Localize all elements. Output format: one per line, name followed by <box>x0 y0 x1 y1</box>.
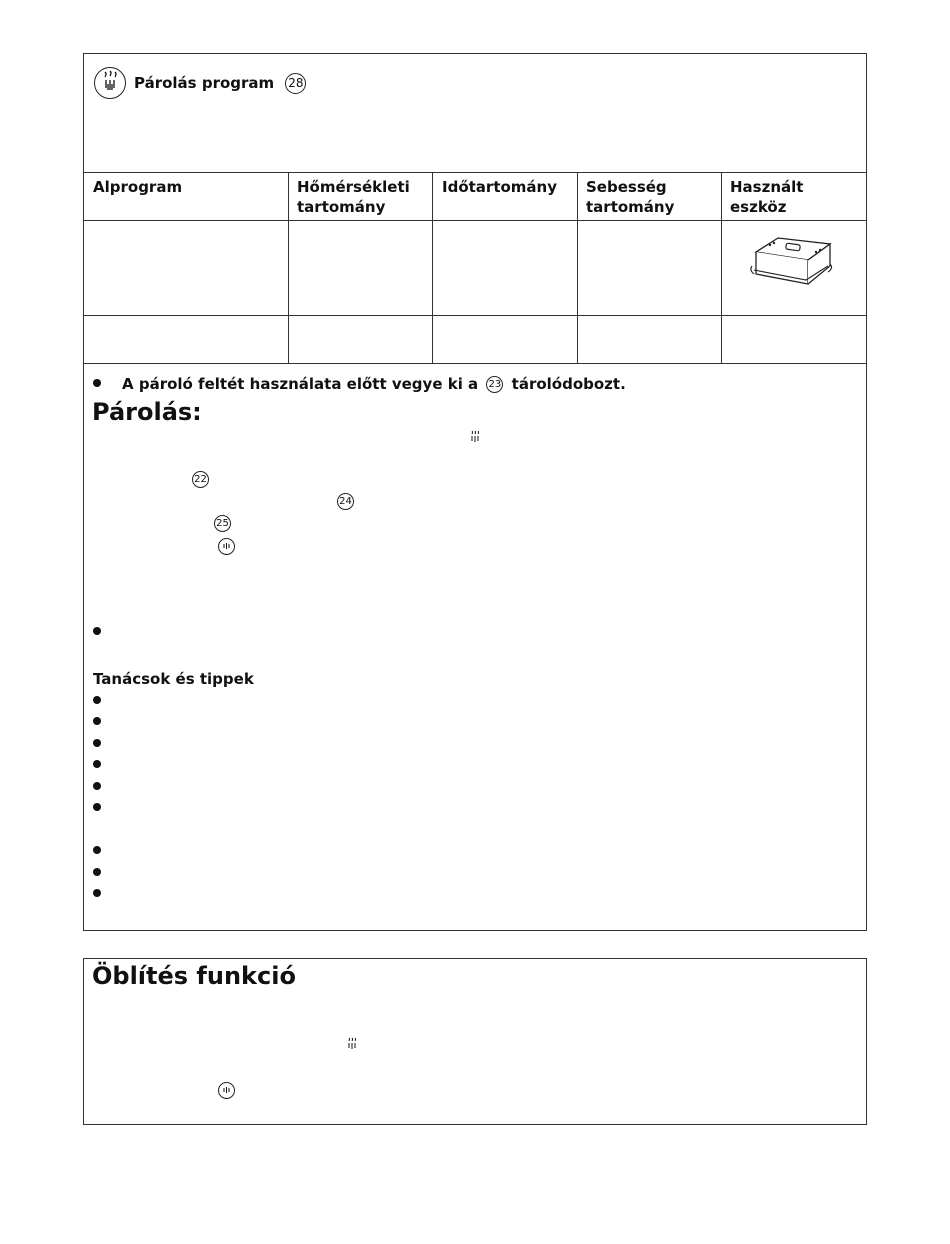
note-text-before: A pároló feltét használata előtt vegye ki a <box>122 375 479 393</box>
tip-bullet <box>93 696 101 704</box>
steamer-basket-image <box>748 230 838 300</box>
tip-bullet <box>93 782 101 790</box>
tips-heading: Tanácsok és tippek <box>93 670 254 688</box>
table-col-divider-1 <box>288 172 289 363</box>
oblites-heading: Öblítés funkció <box>92 962 296 990</box>
tip-bullet <box>93 803 101 811</box>
steam-icon <box>94 67 126 99</box>
table-top-line <box>83 172 867 173</box>
parolas-heading: Párolás: <box>92 398 202 426</box>
table-row1-bottom-line <box>83 315 867 316</box>
program-title-text: Párolás program <box>134 74 275 92</box>
note-bullet <box>93 379 101 387</box>
tip-bullet <box>93 760 101 768</box>
col-header-idotartomany: Időtartomány <box>442 178 557 196</box>
tip-bullet <box>93 739 101 747</box>
table-row2-bottom-line <box>83 363 867 364</box>
col-header-homerseklet: Hőmérsékleti tartomány <box>297 178 410 216</box>
tip-bullet <box>93 868 101 876</box>
tip-bullet <box>93 717 101 725</box>
steam-icon <box>345 1037 359 1051</box>
ref-badge-25: 25 <box>214 515 231 532</box>
tip-bullet <box>93 889 101 897</box>
steam-button-icon <box>218 538 235 555</box>
tip-bullet <box>93 846 101 854</box>
note-text-after: tárolódobozt. <box>511 375 626 393</box>
steam-button-icon <box>218 1082 235 1099</box>
table-col-divider-3 <box>577 172 578 363</box>
program-ref-badge: 28 <box>285 73 306 94</box>
col-header-eszkoz: Használt eszköz <box>730 178 804 216</box>
steam-icon <box>468 430 482 444</box>
note-ref-badge: 23 <box>486 376 503 393</box>
ref-badge-22: 22 <box>192 471 209 488</box>
table-col-divider-2 <box>432 172 433 363</box>
col-header-alprogram: Alprogram <box>93 178 183 196</box>
table-header-bottom-line <box>83 220 867 221</box>
list-bullet <box>93 627 101 635</box>
col-header-sebesseg: Sebesség tartomány <box>586 178 675 216</box>
program-title <box>134 73 306 94</box>
note-text <box>122 375 626 393</box>
ref-badge-24: 24 <box>337 493 354 510</box>
table-col-divider-4 <box>721 172 722 363</box>
